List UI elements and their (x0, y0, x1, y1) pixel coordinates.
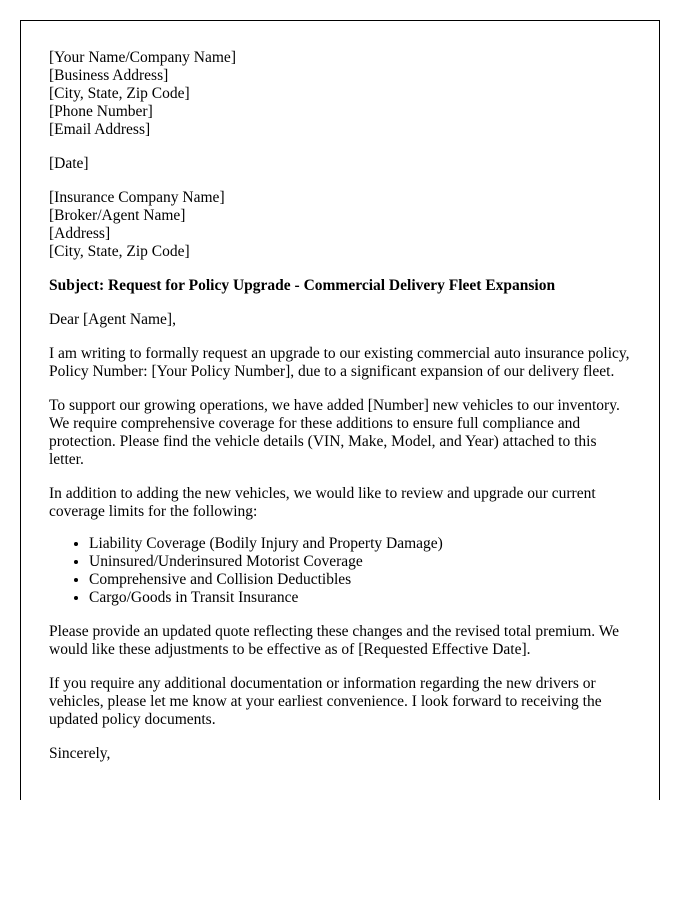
closing-paragraph: If you require any additional documentation or information regarding the new drivers or vehicles, please let me know at your earliest convenience. I look forward to receiving the updated policy documents. (49, 675, 602, 728)
sender-city-state-zip: [City, State, Zip Code] (49, 85, 190, 102)
body-paragraph: I am writing to formally request an upgrade to our existing commercial auto insurance policy, Policy Number: [Your Policy Number], due to a significant expansion of our delivery fleet. (49, 345, 630, 380)
letter-page (20, 20, 660, 800)
sender-phone: [Phone Number] (49, 103, 153, 120)
signoff: Sincerely, (49, 745, 111, 762)
list-item: • Cargo/Goods in Transit Insurance (89, 589, 631, 607)
letter-date: [Date] (49, 155, 89, 172)
recipient-agent: [Broker/Agent Name] (49, 207, 186, 224)
sender-name: [Your Name/Company Name] (49, 49, 236, 66)
recipient-city-state-zip: [City, State, Zip Code] (49, 243, 190, 260)
recipient-company: [Insurance Company Name] (49, 189, 225, 206)
subject-line: Subject: Request for Policy Upgrade - Commercial Delivery Fleet Expansion (49, 277, 556, 294)
sender-email: [Email Address] (49, 121, 151, 138)
sender-address: [Business Address] (49, 67, 169, 84)
closing-paragraph: Please provide an updated quote reflecting these changes and the revised total premium. We would like these adjustments to be effective as of [Requested Effective Date]. (49, 623, 620, 658)
list-item: • Uninsured/Underinsured Motorist Coverage (89, 553, 631, 571)
sender-block (49, 49, 631, 139)
body-paragraph: In addition to adding the new vehicles, we would like to review and upgrade our current coverage limits for the following: (49, 485, 596, 520)
recipient-address: [Address] (49, 225, 111, 242)
list-item: • Comprehensive and Collision Deductibles (89, 571, 631, 589)
recipient-block (49, 189, 631, 261)
salutation: Dear [Agent Name], (49, 311, 176, 328)
coverage-list (49, 535, 631, 607)
list-item: • Liability Coverage (Bodily Injury and Property Damage) (89, 535, 631, 553)
body-paragraph: To support our growing operations, we have added [Number] new vehicles to our inventory. We require comprehensive coverage for these additions to ensure full compliance and protection. Please find the vehicle details (VIN, Make, Model, and Year) attached to this letter. (49, 397, 620, 468)
